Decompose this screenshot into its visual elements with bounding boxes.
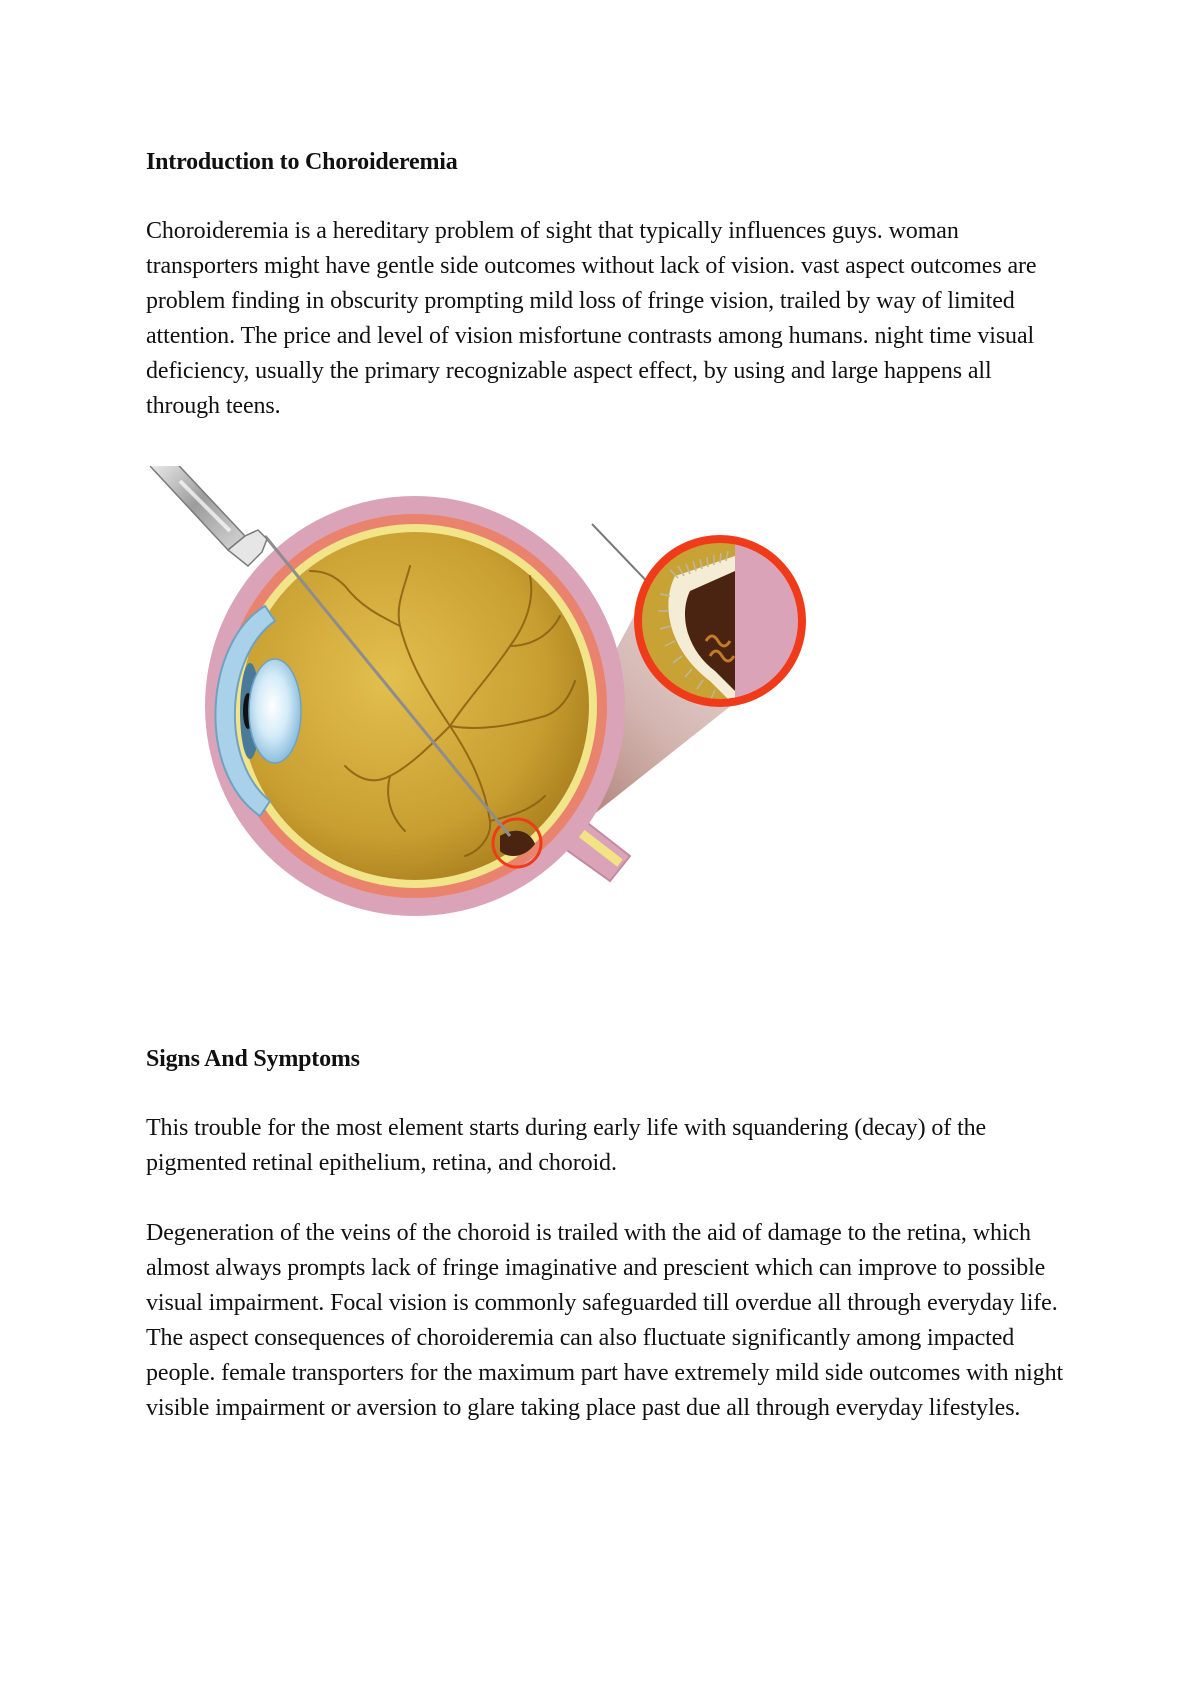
section-heading-signs-and-symptoms: Signs And Symptoms xyxy=(146,1046,360,1072)
paragraph-signs-1: This trouble for the most element starts during early life with squandering (decay) of the pigmented retinal epithelium, retina, and choroid. xyxy=(146,1115,987,1176)
paragraph-introduction: Choroideremia is a hereditary problem of sight that typically influences guys. woman transporters might have gentle side outcomes without lack of vision. vast aspect outcomes are problem finding in obscurity prompting mild loss of fringe vision, trailed by way of limited attention. The price and level of vision misfortune contrasts among humans. night time visual deficiency, usually the primary recognizable aspect effect, by using and large happens all through teens. xyxy=(146,218,1037,419)
eye-injection-illustration xyxy=(150,466,900,926)
section-heading-introduction: Introduction to Choroideremia xyxy=(146,149,458,175)
paragraph-signs-2: Degeneration of the veins of the choroid is trailed with the aid of damage to the retina, which almost always prompts lack of fringe imaginative and prescient which can improve to possible visual impairment. Focal vision is commonly safeguarded till overdue all through everyday life. The aspect consequences of choroideremia can also fluctuate significantly among impacted people. female transporters for the maximum part have extremely mild side outcomes with night visible impairment or aversion to glare taking place past due all through everyday lifestyles. xyxy=(146,1220,1064,1421)
